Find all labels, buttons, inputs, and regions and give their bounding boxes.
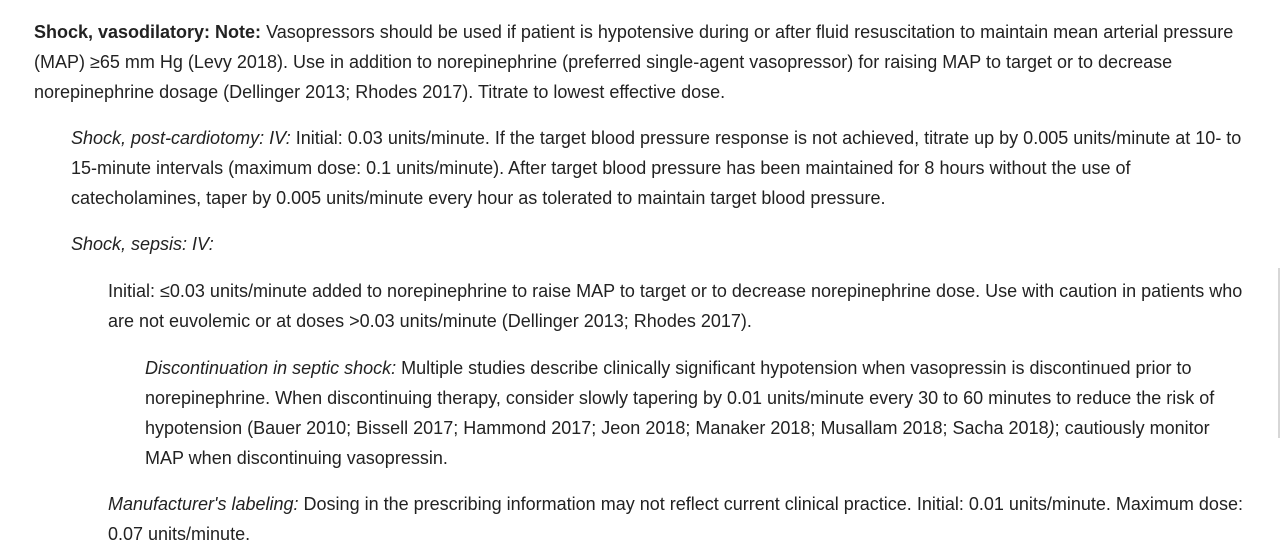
discontinuation-paren: ): [1048, 418, 1055, 438]
sepsis-discontinuation-paragraph: [145, 353, 1250, 473]
discontinuation-text-end: ; cautiously monitor MAP when discontinuing vasopressin.: [145, 418, 1210, 468]
post-cardiotomy-text: Initial: 0.03 units/minute. If the target blood pressure response is not achieved, titrate up by 0.005 units/minute at 10- to 15-minute intervals (maximum dose: 0.1 units/minute). After target blood pressure has been maintained for 8 hours without the use of catecholamines, taper by 0.005 units/minute every hour as tolerated to maintain target blood pressure.: [71, 128, 1242, 208]
shock-vasodilatory-text: Vasopressors should be used if patient is hypotensive during or after fluid resuscitation to maintain mean arterial pressure (MAP) ≥65 mm Hg (Levy 2018). Use in addition to norepinephrine (preferred single-agent vasopressor) for raising MAP to target or to decrease norepinephrine dosage (Dellinger 2013; Rhodes 2017). Titrate to lowest effective dose.: [34, 22, 1234, 102]
shock-vasodilatory-paragraph: [34, 17, 1244, 107]
post-cardiotomy-paragraph: [71, 123, 1251, 213]
sepsis-initial-paragraph: [108, 276, 1258, 336]
manufacturer-labeling-paragraph: [108, 489, 1258, 549]
shock-vasodilatory-heading: Shock, vasodilatory: Note:: [34, 22, 262, 42]
sepsis-initial-text: Initial: ≤0.03 units/minute added to norepinephrine to raise MAP to target or to decrease norepinephrine dose. Use with caution in patients who are not euvolemic or at doses >0.03 units/minute (Dellinger 2013; Rhodes 2017).: [108, 281, 1243, 331]
discontinuation-label: Discontinuation in septic shock:: [145, 358, 397, 378]
post-cardiotomy-label: Shock, post-cardiotomy: IV:: [71, 128, 291, 148]
sepsis-label: Shock, sepsis: IV:: [71, 234, 214, 254]
sepsis-heading-paragraph: [71, 229, 1251, 259]
discontinuation-text: Multiple studies describe clinically significant hypotension when vasopressin is discontinued prior to norepinephrine. When discontinuing therapy, consider slowly tapering by 0.01 units/minute every 30 to 60 minutes to reduce the risk of hypotension (Bauer 2010; Bissell 2017; Hammond 2017; Jeon 2018; Manaker 2018; Musallam 2018; Sacha 2018: [145, 358, 1215, 438]
manufacturer-text: Dosing in the prescribing information may not reflect current clinical practice. Initial: 0.01 units/minute. Maximum dose: 0.07 units/minute.: [108, 494, 1243, 544]
manufacturer-label: Manufacturer's labeling:: [108, 494, 299, 514]
